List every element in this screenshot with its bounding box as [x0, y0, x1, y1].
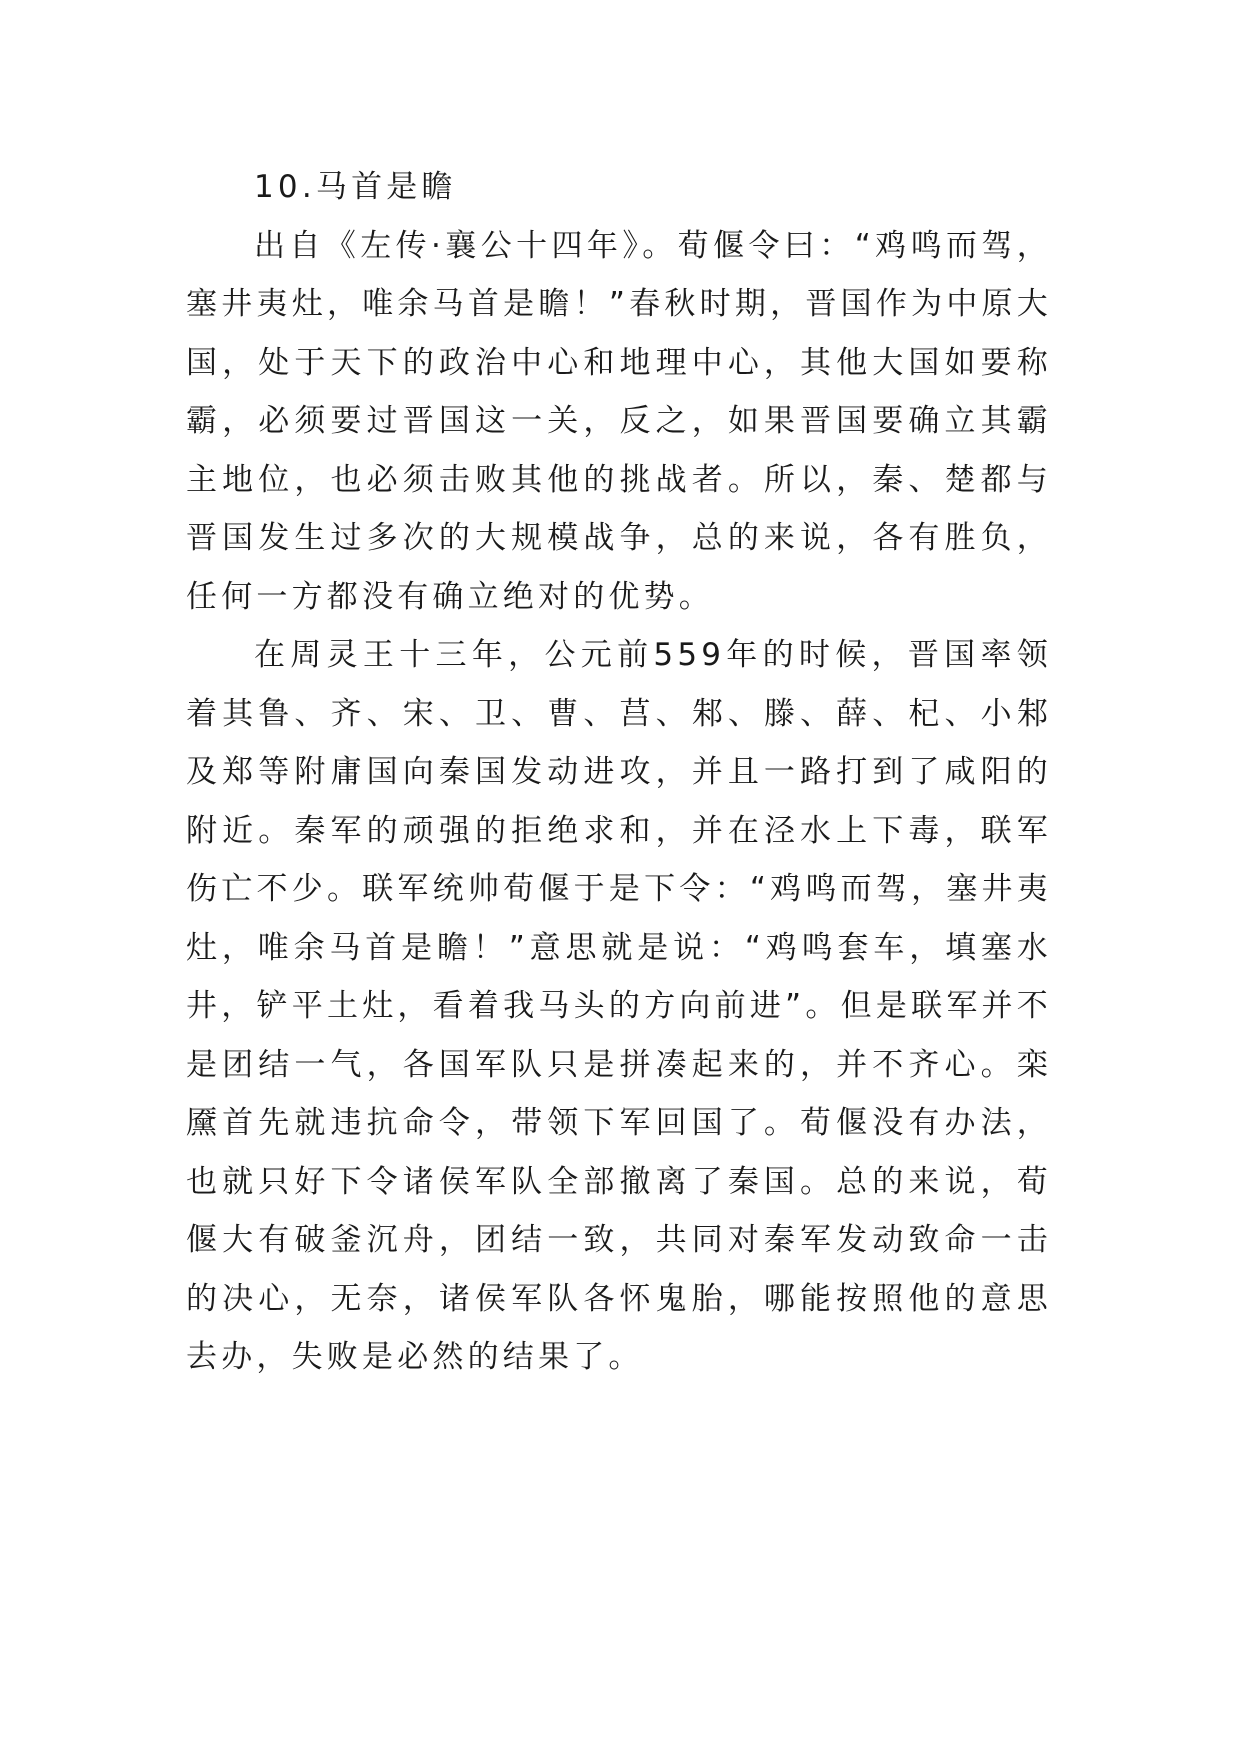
- section-heading: 10.马首是瞻: [254, 169, 457, 205]
- document-body: [186, 158, 1052, 1387]
- paragraph-story: 在周灵王十三年，公元前559年的时候，晋国率领着其鲁、齐、宋、卫、曹、莒、邾、滕、薛、杞、小邾及郑等附庸国向秦国发动进攻，并且一路打到了咸阳的附近。秦军的顽强的拒绝求和，并在泾水上下毒，联军伤亡不少。联军统帅荀偃于是下令：“鸡鸣而驾，塞井夷灶，唯余马首是瞻！”意思就是说：“鸡鸣套车，填塞水井，铲平土灶，看着我马头的方向前进”。但是联军并不是团结一气，各国军队只是拼凑起来的，并不齐心。栾黡首先就违抗命令，带领下军回国了。荀偃没有办法，也就只好下令诸侯军队全部撤离了秦国。总的来说，荀偃大有破釜沉舟，团结一致，共同对秦军发动致命一击的决心，无奈，诸侯军队各怀鬼胎，哪能按照他的意思去办，失败是必然的结果了。: [186, 637, 1052, 1375]
- paragraph-origin: 出自《左传·襄公十四年》。荀偃令曰：“鸡鸣而驾，塞井夷灶，唯余马首是瞻！”春秋时期，晋国作为中原大国，处于天下的政治中心和地理中心，其他大国如要称霸，必须要过晋国这一关，反之，如果晋国要确立其霸主地位，也必须击败其他的挑战者。所以，秦、楚都与晋国发生过多次的大规模战争，总的来说，各有胜负，任何一方都没有确立绝对的优势。: [186, 227, 1052, 615]
